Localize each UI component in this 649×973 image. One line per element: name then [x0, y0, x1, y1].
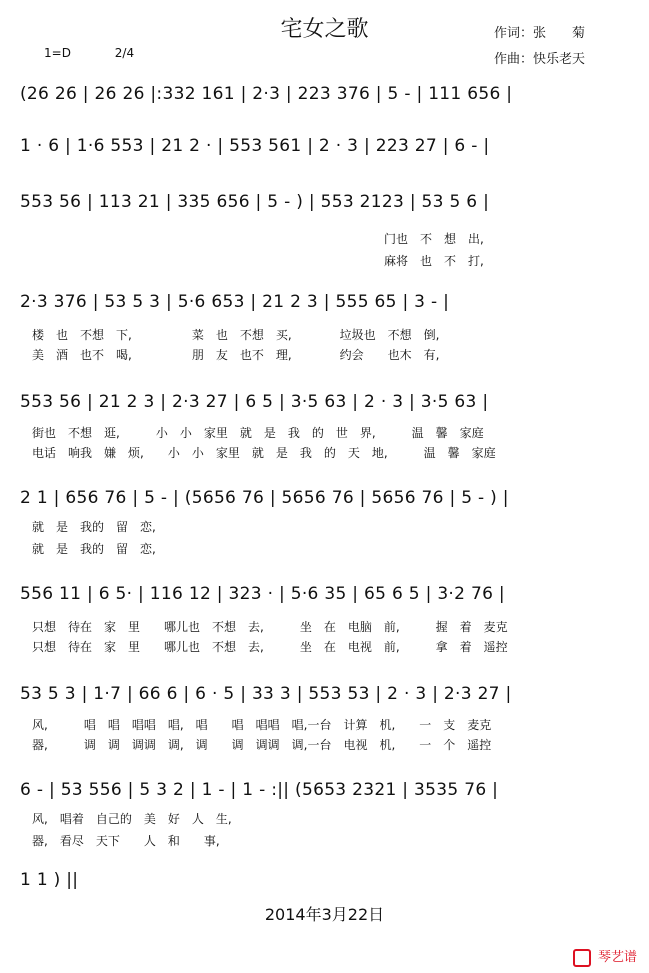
lyric-verse-2: 就 是 我的 留 恋,	[32, 542, 156, 556]
lyric-verse-2: 美 酒 也不 喝, 朋 友 也不 理, 约会 也木 有,	[32, 348, 440, 362]
key-signature	[44, 46, 134, 60]
lyric-verse-2: 器, 调 调 调调 调, 调 调 调调 调,一台 电视 机, 一 个 遥控	[32, 738, 492, 752]
notation-row: 556 11 | 6 5· | 116 12 | 323 · | 5·6 35 | 65 6 5 | 3·2 76 |	[20, 584, 505, 604]
lyric-verse-1: 楼 也 不想 下, 菜 也 不想 买, 垃圾也 不想 倒,	[32, 328, 440, 342]
lyric-verse-2: 只想 待在 家 里 哪儿也 不想 去, 坐 在 电视 前, 拿 着 遥控	[32, 640, 508, 654]
notation-row: 53 5 3 | 1·7 | 66 6 | 6 · 5 | 33 3 | 553 53 | 2 · 3 | 2·3 27 |	[20, 684, 512, 704]
lyric-verse-1: 风, 唱着 自己的 美 好 人 生,	[32, 812, 232, 826]
lyric-verse-2: 电话 响我 嫌 烦, 小 小 家里 就 是 我 的 天 地, 温 馨 家庭	[32, 446, 496, 460]
notation-row: 1 1 ) ||	[20, 870, 79, 890]
date-footer: 2014年3月22日	[264, 905, 385, 924]
lyric-verse-1: 就 是 我的 留 恋,	[32, 520, 156, 534]
notation-row: 553 56 | 21 2 3 | 2·3 27 | 6 5 | 3·5 63 | 2 · 3 | 3·5 63 |	[20, 392, 489, 412]
notation-row: 6 - | 53 556 | 5 3 2 | 1 - | 1 - :|| (5653 2321 | 3535 76 |	[20, 780, 499, 800]
composer-credit: 作曲：快乐老天	[494, 52, 586, 67]
notation-row: 1 · 6 | 1·6 553 | 21 2 · | 553 561 | 2 · 3 | 223 27 | 6 - |	[20, 136, 490, 156]
notation-row: 2·3 376 | 53 5 3 | 5·6 653 | 21 2 3 | 555 65 | 3 - |	[20, 292, 450, 312]
lyric-verse-2: 器, 看尽 天下 人 和 事,	[32, 834, 220, 848]
watermark-text: 琴艺谱	[597, 950, 637, 965]
page-title: 宅女之歌	[280, 17, 369, 42]
lyric-verse-1: 风, 唱 唱 唱唱 唱, 唱 唱 唱唱 唱,一台 计算 机, 一 支 麦克	[32, 718, 492, 732]
lyric-verse-1: 只想 待在 家 里 哪儿也 不想 去, 坐 在 电脑 前, 握 着 麦克	[32, 620, 508, 634]
lyric-verse-1: 街也 不想 逛, 小 小 家里 就 是 我 的 世 界, 温 馨 家庭	[32, 426, 484, 440]
notation-row: (26 26 | 26 26 |:332 161 | 2·3 | 223 376 | 5 - | 111 656 |	[20, 84, 513, 104]
lyric-verse-1: 门也 不 想 出,	[384, 232, 484, 246]
lyricist-credit: 作词：张 菊	[494, 26, 586, 41]
notation-row: 2 1 | 656 76 | 5 - | (5656 76 | 5656 76 | 5656 76 | 5 - ) |	[20, 488, 509, 508]
key-value: 1=D	[44, 46, 71, 60]
notation-row: 553 56 | 113 21 | 335 656 | 5 - ) | 553 2123 | 53 5 6 |	[20, 192, 490, 212]
lyric-verse-2: 麻将 也 不 打,	[384, 254, 484, 268]
logo-icon	[573, 949, 591, 967]
watermark-logo	[573, 946, 637, 967]
time-signature: 2/4	[114, 46, 135, 60]
